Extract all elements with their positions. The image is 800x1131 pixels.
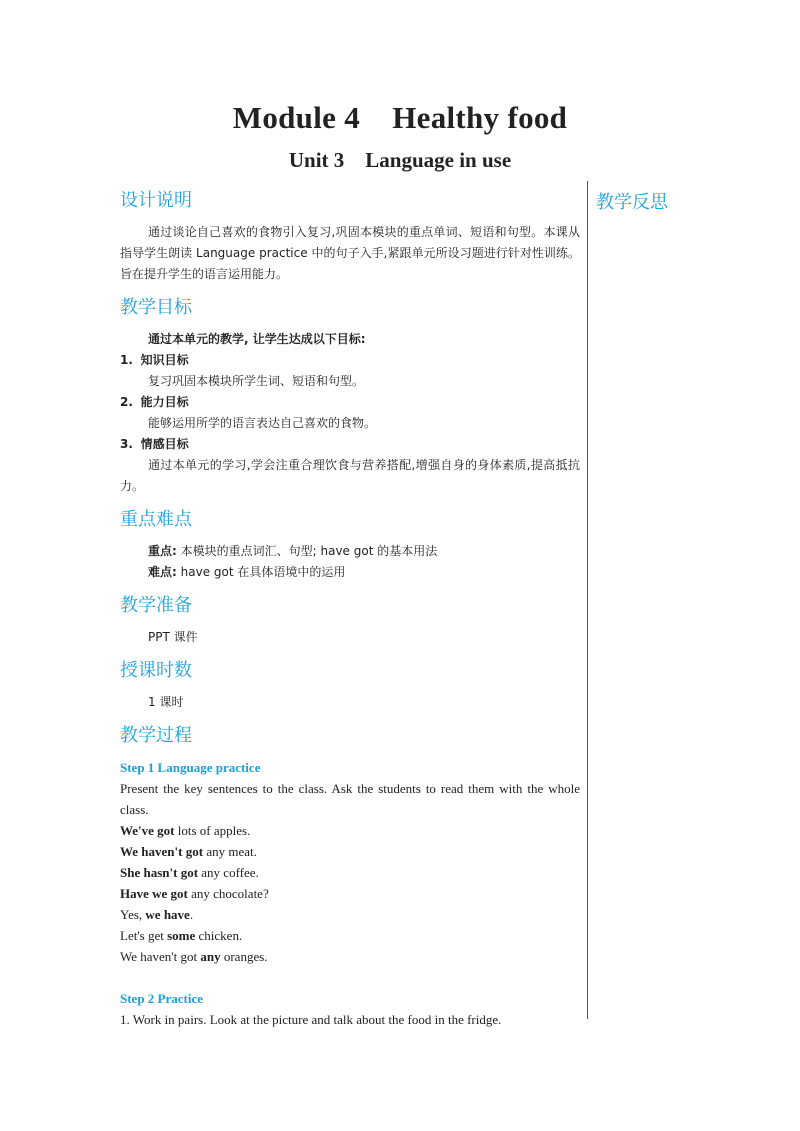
process-heading: 教学过程: [120, 725, 192, 746]
step2-text: 1. Work in pairs. Look at the picture and talk about the food in the fridge.: [120, 1012, 502, 1027]
objective-text-2: 能够运用所学的语言表达自己喜欢的食物。: [148, 416, 377, 430]
hours-text: 1 课时: [148, 695, 184, 709]
hours-heading: 授课时数: [120, 660, 192, 681]
prep-heading: 教学准备: [120, 595, 192, 616]
hours-section: [120, 658, 580, 713]
objective-title-3: 3. 情感目标: [120, 437, 189, 451]
key-point: 重点: 本模块的重点词汇、句型; have got 的基本用法: [148, 544, 438, 558]
sentence-1: We've got lots of apples.: [120, 823, 251, 838]
design-section: [120, 188, 580, 285]
prep-text: PPT 课件: [148, 630, 198, 644]
keypoints-heading: 重点难点: [120, 509, 192, 530]
page-subtitle: Unit 3 Language in use: [288, 148, 512, 172]
objective-title-1: 1. 知识目标: [120, 353, 189, 367]
design-heading: 设计说明: [120, 190, 192, 211]
process-section: [120, 723, 580, 1030]
step1-intro: Present the key sentences to the class. Ask the students to read them with the whole class.: [120, 781, 580, 817]
sentence-6: Let's get some chicken.: [120, 928, 243, 943]
design-text: 通过谈论自己喜欢的食物引入复习,巩固本模块的重点单词、短语和句型。本课从指导学生朗读 Language practice 中的句子入手,紧跟单元所设习题进行针对性训练。旨在提升学生的语言运用能力。: [120, 225, 580, 281]
main-content: [120, 188, 580, 1030]
objective-title-2: 2. 能力目标: [120, 395, 189, 409]
keypoints-section: [120, 507, 580, 583]
sentence-4: Have we got any chocolate?: [120, 886, 269, 901]
page-title: Module 4 Healthy food: [232, 100, 568, 135]
step1-title: Step 1 Language practice: [120, 760, 261, 775]
sentence-2: We haven't got any meat.: [120, 844, 257, 859]
column-divider: [587, 181, 588, 1019]
objective-text-3: 通过本单元的学习,学会注重合理饮食与营养搭配,增强自身的身体素质,提高抵抗力。: [120, 458, 580, 493]
reflection-heading: 教学反思: [596, 192, 668, 213]
prep-section: [120, 593, 580, 648]
objectives-section: [120, 295, 580, 497]
objectives-intro: 通过本单元的教学, 让学生达成以下目标:: [148, 332, 366, 346]
step2-title: Step 2 Practice: [120, 991, 204, 1006]
objective-text-1: 复习巩固本模块所学生词、短语和句型。: [148, 374, 365, 388]
spacer: [120, 967, 580, 988]
sentence-3: She hasn't got any coffee.: [120, 865, 259, 880]
sentence-7: We haven't got any oranges.: [120, 949, 268, 964]
difficult-point: 难点: have got 在具体语境中的运用: [148, 565, 346, 579]
objectives-heading: 教学目标: [120, 297, 192, 318]
sentence-5: Yes, we have.: [120, 907, 194, 922]
